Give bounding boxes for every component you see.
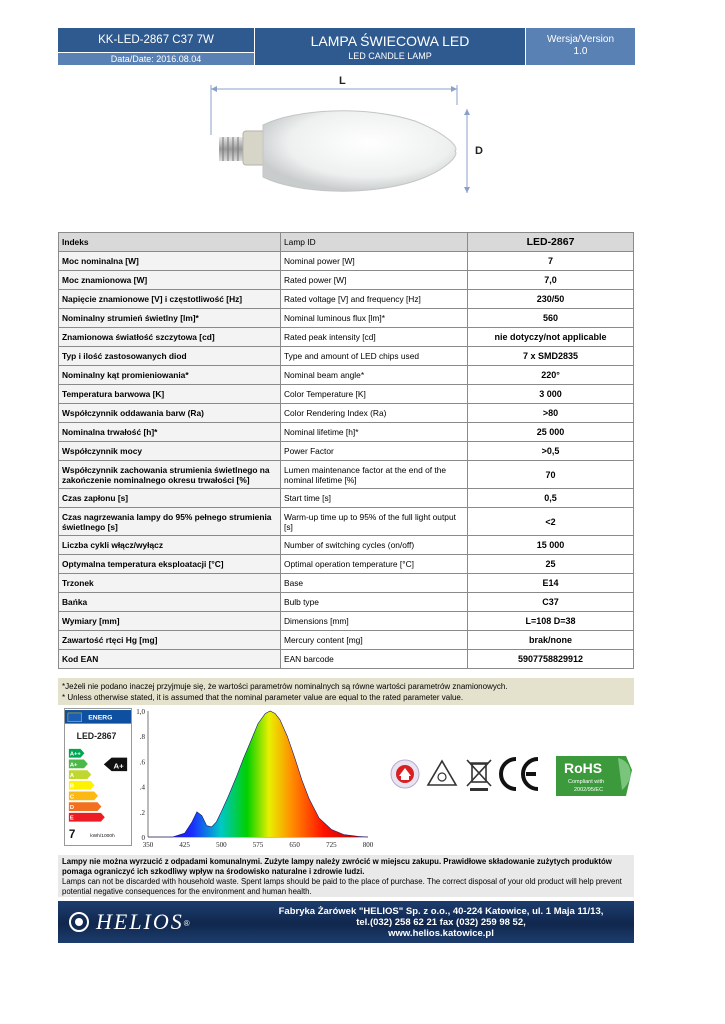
spec-label-pl: Indeks (59, 233, 281, 252)
spec-label-pl: Czas nagrzewania lampy do 95% pełnego strumienia świetlnego [s] (59, 508, 281, 536)
version-block (526, 28, 635, 65)
version-value: 1.0 (573, 46, 588, 57)
spec-row (59, 442, 634, 461)
energy-class-bar (69, 813, 105, 822)
energy-class-label: B (69, 783, 75, 790)
spec-label-pl: Napięcie znamionowe [V] i częstotliwość [Hz] (59, 290, 281, 309)
energy-class-label: E (69, 815, 74, 822)
energy-class-label: D (69, 805, 75, 812)
header-title-block (254, 28, 526, 65)
energy-consumption: 7 (68, 828, 76, 842)
rohs-sub2: 2002/95/EC (574, 787, 604, 793)
spec-value: 220° (468, 366, 634, 385)
spec-row (59, 631, 634, 650)
spec-label-en: Start time [s] (281, 489, 468, 508)
spec-label-en: Power Factor (281, 442, 468, 461)
spec-label-en: Warm-up time up to 95% of the full light output [s] (281, 508, 468, 536)
spec-value: 230/50 (468, 290, 634, 309)
company-footer (58, 901, 634, 943)
spec-label-en: Lumen maintenance factor at the end of the nominal lifetime [%] (281, 461, 468, 489)
spec-table-body (59, 233, 634, 669)
disposal-notice (58, 855, 634, 897)
spec-label-pl: Współczynnik mocy (59, 442, 281, 461)
spec-row (59, 328, 634, 347)
energy-class-label: A+ (69, 762, 78, 769)
footnote-en: * Unless otherwise stated, it is assumed that the nominal parameter value are equal to the rated parameter value. (62, 693, 464, 702)
spec-value: >80 (468, 404, 634, 423)
spec-label-pl: Bańka (59, 593, 281, 612)
x-tick-label: 575 (252, 841, 264, 849)
spec-label-pl: Trzonek (59, 574, 281, 593)
spec-row (59, 366, 634, 385)
x-tick-label: 800 (362, 841, 374, 849)
spec-label-en: Nominal luminous flux [lm]* (281, 309, 468, 328)
lamp-recycling-icon (428, 761, 456, 785)
spec-row (59, 574, 634, 593)
x-tick-label: 350 (142, 841, 154, 849)
ce-mark-icon (501, 759, 538, 789)
spec-row (59, 290, 634, 309)
spec-label-en: Number of switching cycles (on/off) (281, 536, 468, 555)
y-tick-label: .6 (139, 758, 145, 767)
disposal-pl: Lampy nie można wyrzucić z odpadami komunalnymi. Zużyte lampy należy zwrócić w miejscu zakupu. Prawidłowe składowanie zużytych produktów pomaga ograniczyć ich szkodliwy wpływ na środowisko naturalne i zdrowie ludzi. (62, 857, 612, 876)
energy-label (64, 708, 132, 846)
spec-row (59, 404, 634, 423)
spec-value: 15 000 (468, 536, 634, 555)
spec-row (59, 309, 634, 328)
footnote (58, 678, 634, 705)
spec-label-en: Dimensions [mm] (281, 612, 468, 631)
dim-diameter-label: D (475, 145, 483, 157)
spec-value: 7 (468, 252, 634, 271)
spec-row (59, 593, 634, 612)
energy-class-label: C (69, 794, 75, 801)
spec-label-en: Nominal lifetime [h]* (281, 423, 468, 442)
spec-label-en: Nominal beam angle* (281, 366, 468, 385)
spec-value: L=108 D=38 (468, 612, 634, 631)
spec-row (59, 461, 634, 489)
y-tick-label: .8 (139, 733, 145, 742)
spec-label-pl: Optymalna temperatura eksploatacji [°C] (59, 555, 281, 574)
energy-rating-value: A+ (113, 761, 124, 771)
spec-row (59, 233, 634, 252)
spec-value: 5907758829912 (468, 650, 634, 669)
y-tick-label: 1,0 (136, 708, 145, 716)
rohs-sub1: Compliant with (568, 779, 605, 785)
spec-label-en: Type and amount of LED chips used (281, 347, 468, 366)
x-tick-label: 500 (216, 841, 227, 849)
rohs-mark-icon (556, 756, 632, 796)
header-left (58, 28, 254, 65)
y-tick-label: .4 (139, 783, 145, 792)
spec-value: E14 (468, 574, 634, 593)
spec-label-en: Rated power [W] (281, 271, 468, 290)
spec-label-pl: Moc nominalna [W] (59, 252, 281, 271)
spec-value: 70 (468, 461, 634, 489)
spec-value: 3 000 (468, 385, 634, 404)
energy-class-label: A++ (69, 751, 81, 758)
spec-row (59, 347, 634, 366)
spec-row (59, 423, 634, 442)
spec-value: >0,5 (468, 442, 634, 461)
certification-marks (388, 750, 636, 802)
spec-value: 7 x SMD2835 (468, 347, 634, 366)
company-address (248, 906, 634, 939)
spec-table (58, 232, 634, 669)
spec-label-en: Color Temperature [K] (281, 385, 468, 404)
spec-label-pl: Nominalna trwałość [h]* (59, 423, 281, 442)
spec-label-pl: Znamionowa światłość szczytowa [cd] (59, 328, 281, 347)
spectrum-chart (132, 705, 376, 855)
registered-mark: ® (183, 919, 190, 928)
spec-label-pl: Wymiary [mm] (59, 612, 281, 631)
spec-label-en: Base (281, 574, 468, 593)
spec-label-pl: Moc znamionowa [W] (59, 271, 281, 290)
spec-label-en: EAN barcode (281, 650, 468, 669)
spec-label-pl: Czas zapłonu [s] (59, 489, 281, 508)
brand-name: HELIOS (96, 909, 184, 934)
spec-value: 7,0 (468, 271, 634, 290)
energy-class-bars (69, 749, 105, 822)
spec-value: brak/none (468, 631, 634, 650)
spec-value: LED-2867 (468, 233, 634, 252)
model-code: KK-LED-2867 C37 7W (58, 28, 254, 52)
rohs-main: RoHS (564, 760, 603, 776)
document-header (58, 28, 635, 65)
spec-label-pl: Temperatura barwowa [K] (59, 385, 281, 404)
address-line-3: www.helios.katowice.pl (388, 927, 494, 939)
spec-value: 0,5 (468, 489, 634, 508)
spec-label-en: Bulb type (281, 593, 468, 612)
spec-label-pl: Zawartość rtęci Hg [mg] (59, 631, 281, 650)
spec-label-pl: Nominalny strumień świetlny [lm]* (59, 309, 281, 328)
spec-row (59, 508, 634, 536)
y-tick-label: 0 (141, 834, 145, 842)
spec-row (59, 612, 634, 631)
crossed-bin-icon (467, 760, 491, 791)
footnote-pl: *Jeżeli nie podano inaczej przyjmuje się, że wartości parametrów nominalnych są równe wartości parametrów znamionowych. (62, 682, 508, 691)
spec-label-en: Color Rendering Index (Ra) (281, 404, 468, 423)
energy-rating-arrow (104, 758, 127, 772)
spec-label-en: Rated voltage [V] and frequency [Hz] (281, 290, 468, 309)
spec-value: 25 000 (468, 423, 634, 442)
spec-row (59, 650, 634, 669)
address-line-1: Fabryka Żarówek "HELIOS" Sp. z o.o., 40-224 Katowice, ul. 1 Maja 11/13, (278, 905, 604, 917)
disposal-en: Lamps can not be discarded with household waste. Spent lamps should be paid to the place of purchase. The correct disposal of your old product will help prevent potential negative consequences for the environment and human health. (62, 877, 622, 896)
helios-hologram-icon (391, 760, 419, 788)
y-tick-label: .2 (139, 808, 145, 817)
spec-row (59, 489, 634, 508)
spec-label-en: Mercury content [mg] (281, 631, 468, 650)
spec-label-pl: Liczba cykli włącz/wyłącz (59, 536, 281, 555)
x-tick-label: 425 (179, 841, 190, 849)
energy-consumption-unit: kWh/1000h (90, 834, 115, 840)
helios-emblem-icon (68, 911, 90, 933)
spec-value: 25 (468, 555, 634, 574)
spec-row (59, 555, 634, 574)
spec-label-pl: Nominalny kąt promieniowania* (59, 366, 281, 385)
spec-label-en: Lamp ID (281, 233, 468, 252)
spec-value: nie dotyczy/not applicable (468, 328, 634, 347)
spectrum-area (148, 711, 368, 837)
spec-row (59, 536, 634, 555)
spec-value: C37 (468, 593, 634, 612)
spec-label-pl: Kod EAN (59, 650, 281, 669)
version-label: Wersja/Version (546, 34, 615, 45)
spec-row (59, 271, 634, 290)
spec-label-pl: Typ i ilość zastosowanych diod (59, 347, 281, 366)
spec-value: <2 (468, 508, 634, 536)
spec-label-en: Nominal power [W] (281, 252, 468, 271)
lamp-photo (205, 75, 495, 200)
address-line-2: tel.(032) 258 62 21 fax (032) 259 98 52, (356, 916, 526, 928)
spec-label-pl: Współczynnik oddawania barw (Ra) (59, 404, 281, 423)
dim-length-label: L (339, 75, 346, 87)
x-tick-label: 650 (289, 841, 300, 849)
energy-class-label: A (69, 773, 75, 779)
title-polish: LAMPA ŚWIECOWA LED (310, 32, 470, 49)
spec-value: 560 (468, 309, 634, 328)
spec-label-en: Rated peak intensity [cd] (281, 328, 468, 347)
document-date: Data/Date: 2016.08.04 (58, 52, 254, 65)
energy-label-header: ENERG (88, 714, 113, 722)
spec-label-en: Optimal operation temperature [°C] (281, 555, 468, 574)
spec-label-pl: Współczynnik zachowania strumienia świetlnego na zakończenie nominalnego okresu trwałości [%] (59, 461, 281, 489)
title-english: LED CANDLE LAMP (348, 50, 432, 61)
x-tick-label: 725 (326, 841, 337, 849)
spec-row (59, 385, 634, 404)
spec-row (59, 252, 634, 271)
helios-logo (58, 909, 248, 935)
energy-label-model: LED-2867 (76, 731, 117, 742)
